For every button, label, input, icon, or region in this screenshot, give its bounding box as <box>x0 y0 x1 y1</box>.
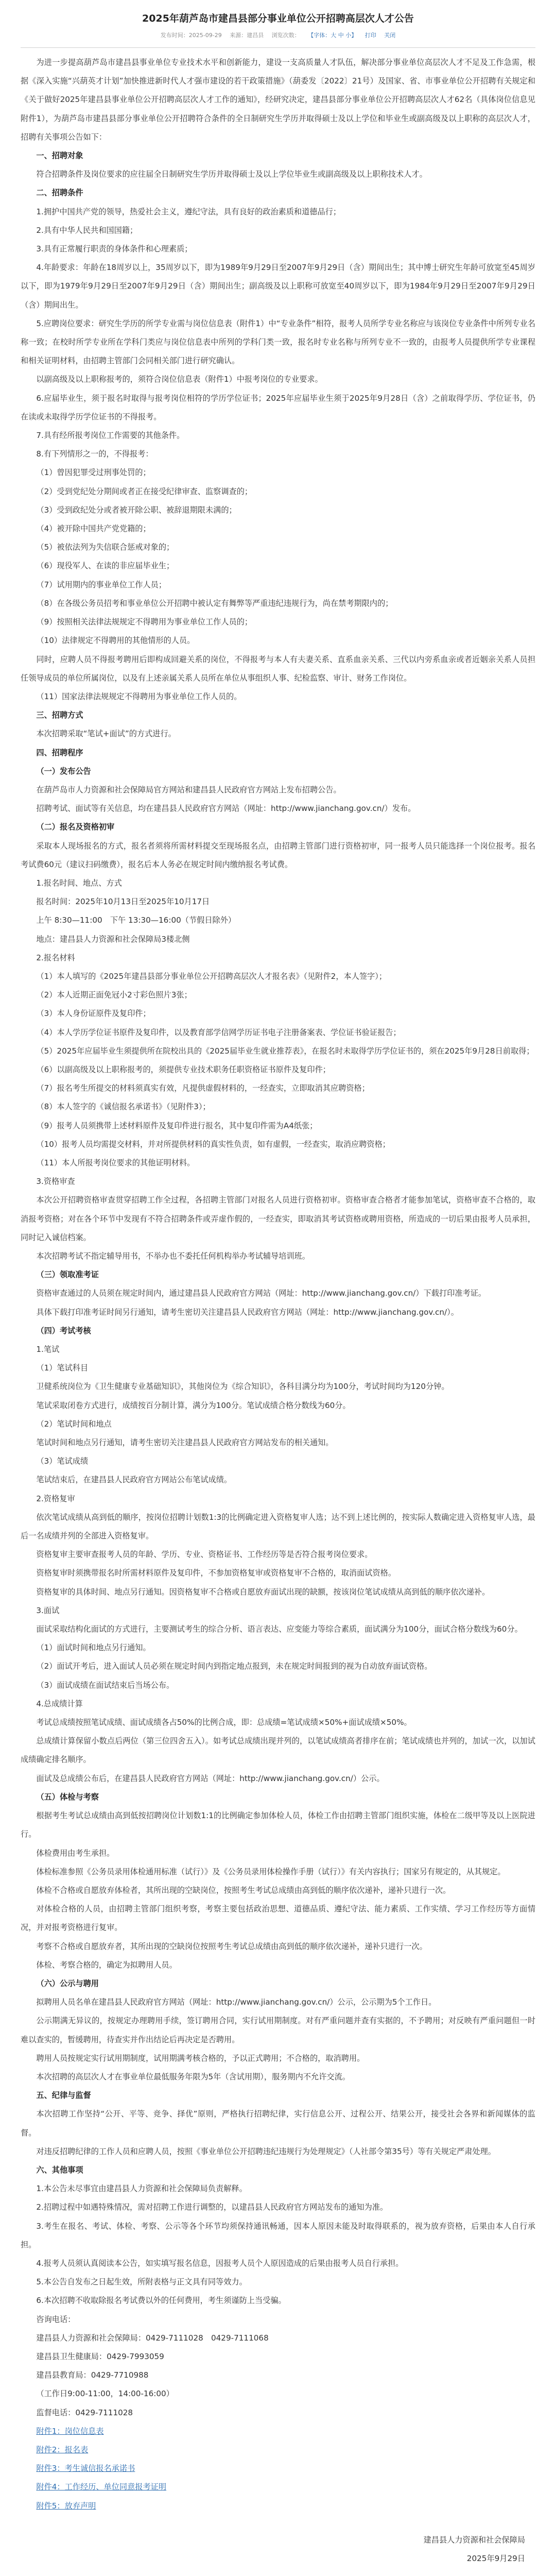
section-heading: 六、其他事项 <box>36 2165 83 2175</box>
paragraph: （7）报名考生所提交的材料须真实有效，凡提供虚假材料的，一经查实，立即取消其应聘资格； <box>36 1083 370 1093</box>
paragraph: 本次公开招聘资格审查贯穿招聘工作全过程，各招聘主管部门对报名人员进行资格初审。资格审查合格者才能参加笔试，资格审查不合格的，取消报考资格；对在各个环节中发现有不符合招聘条件或弄虚作假的，一经查实，即取消其考试资格或聘用资格，所造成的一切后果由报考人员承担，同时记入诚信档案。 <box>21 1195 535 1242</box>
paragraph: （9）报考人员须携带上述材料原件及复印件进行报名，其中复印件需为A4纸张； <box>36 1121 318 1130</box>
source-label: 来源：建昌县 <box>230 32 264 39</box>
paragraph: 3.考生在报名、考试、体检、考察、公示等各个环节均须保持通讯畅通，因本人原因未能及时取得联系的，视为放弃资格，后果由本人自行承担。 <box>21 2221 535 2249</box>
paragraph: 资格复审时须携带报名时所需材料原件及复印件，不参加资格复审或资格复审不合格的，取消面试资格。 <box>36 1568 396 1578</box>
paragraph: （1）本人填写的《2025年建昌县部分事业单位公开招聘高层次人才报名表》（见附件2，本人签字）； <box>36 971 387 981</box>
paragraph: 体检、考察合格的，确定为拟聘用人员。 <box>36 1960 177 1970</box>
attachment-link[interactable]: 附件4：工作经历、单位同意报考证明 <box>36 2482 167 2492</box>
paragraph: 为进一步提高葫芦岛市建昌县事业单位专业技术水平和创新能力，建设一支高质量人才队伍，解决部分事业单位高层次人才不足及工作急需，根据《深入实施“兴葫英才计划”加快推进新时代人才强市建设的若干政策措施》（葫委发〔2022〕21号）及国家、省、市事业单位公开招聘有关规定和《关于做好2025年建昌县事业单位公开招聘高层次人才工作的通知》，经研究决定，建昌县部分事业单位公开招聘高层次人才62名（具体岗位信息见附件1），为葫芦岛市建昌县部分事业单位公开招聘符合条件的全日制研究生学历并取得硕士及以上学位和毕业生或副高级及以上职称的高层次人才，招聘有关事项公告如下： <box>21 58 535 142</box>
paragraph: 6.本次招聘不收取除报名考试费以外的任何费用，考生须谨防上当受骗。 <box>36 2296 286 2306</box>
paragraph: 1.本公告未尽事宜由建昌县人力资源和社会保障局负责解释。 <box>36 2184 247 2194</box>
paragraph: 面试及总成绩公布后，在建昌县人民政府官方网站（网址：http://www.jianchang.gov.cn/）公示。 <box>36 1773 385 1783</box>
section-heading: 五、纪律与监督 <box>36 2091 91 2100</box>
signature-date: 2025年9月29日 <box>466 2553 525 2563</box>
paragraph: 1.笔试 <box>36 1345 60 1354</box>
paragraph: （7）试用期内的事业单位工作人员； <box>36 580 167 589</box>
paragraph: 报名时间：2025年10月13日至2025年10月17日 <box>36 897 210 907</box>
paragraph: 2.招聘过程中如遇特殊情况，需对招聘工作进行调整的，以建昌县人民政府官方网站发布的通知为准。 <box>36 2202 388 2212</box>
paragraph: （3）笔试成绩 <box>36 1456 89 1466</box>
paragraph: （5）2025年应届毕业生须提供所在院校出具的《2025届毕业生就业推荐表》，在报名时未取得学历学位证书的，须在2025年9月28日前取得； <box>36 1046 534 1056</box>
paragraph: （5）被依法列为失信联合惩戒对象的； <box>36 543 175 552</box>
paragraph: 2.资格复审 <box>36 1494 75 1503</box>
paragraph: （9）按照相关法律法规规定不得聘用为事业单位工作人员的； <box>36 617 253 627</box>
section-heading: 一、招聘对象 <box>36 151 83 161</box>
paragraph: 考察不合格或自愿放弃者，其所出现的空缺岗位按照考生考试总成绩由高到低的顺序依次递补，递补只进行一次。 <box>36 1941 427 1951</box>
paragraph: 笔试采取闭卷方式进行，成绩按百分制计算，满分为100分。笔试成绩合格分数线为60分。 <box>36 1400 351 1410</box>
paragraph: 资格审查通过的人员须在规定时间内，通过建昌县人民政府官方网站（网址：http://www.jianchang.gov.cn/）下载打印准考证。 <box>36 1289 486 1298</box>
paragraph: 总成绩计算保留小数点后两位（第三位四舍五入）。如考试总成绩出现并列的，以笔试成绩高者排序在前；笔试成绩也并列的，加试一次，以加试成绩确定排名顺序。 <box>21 1736 535 1765</box>
paragraph: 体检费用由考生承担。 <box>36 1848 115 1858</box>
paragraph: （3）面试成绩在面试结束后当场公布。 <box>36 1680 175 1690</box>
print-button[interactable]: 打印 <box>364 32 376 39</box>
paragraph: 监督电话：0429-7111028 <box>36 2408 133 2417</box>
subsection-heading: （四）考试考核 <box>36 1326 91 1335</box>
paragraph: 本次招聘工作坚持“公开、平等、竞争、择优”原则，严格执行招聘纪律，实行信息公开、过程公开、结果公开，接受社会各界和新闻媒体的监督。 <box>21 2109 535 2138</box>
paragraph: 3.资格审查 <box>36 1177 75 1187</box>
paragraph: （3）受到政纪处分或者被开除公职、被辞退期限未满的； <box>36 505 237 515</box>
paragraph: 建昌县人力资源和社会保障局：0429-7111028 0429-7111068 <box>36 2333 269 2343</box>
paragraph: （6）现役军人、在读的非应届毕业生； <box>36 561 175 571</box>
paragraph: 建昌县卫生健康局：0429-7993059 <box>36 2351 164 2361</box>
paragraph: 3.具有正常履行职责的身体条件和心理素质； <box>36 244 193 254</box>
paragraph: 考试总成绩按照笔试成绩、面试成绩各占50%的比例合成，即：总成绩=笔试成绩×50%+面试成绩×50%。 <box>36 1718 412 1727</box>
paragraph: （8）在各级公务员招考和事业单位公开招聘中被认定有舞弊等严重违纪违规行为，尚在禁考期限内的； <box>36 598 393 608</box>
paragraph: 对体检合格的人员，由招聘主管部门组织考察，考察主要包括政治思想、道德品质、遵纪守法、能力素质、工作实绩、学习工作经历等方面情况，并对报考资格进行复审。 <box>21 1904 535 1933</box>
paragraph: （2）本人近期正面免冠小2寸彩色照片3张； <box>36 990 192 1000</box>
paragraph: 笔试结束后，在建昌县人民政府官方网站公布笔试成绩。 <box>36 1475 232 1485</box>
subsection-heading: （三）领取准考证 <box>36 1270 99 1280</box>
paragraph: （10）法律规定不得聘用的其他情形的人员。 <box>36 636 195 646</box>
paragraph: 4.报考人员须认真阅读本公告，如实填写报名信息，因报考人员个人原因造成的后果由报考人员自行承担。 <box>36 2258 404 2268</box>
paragraph: 4.总成绩计算 <box>36 1699 83 1708</box>
article-title: 2025年葫芦岛市建昌县部分事业单位公开招聘高层次人才公告 <box>142 13 414 24</box>
paragraph: 5.应聘岗位要求：研究生学历的所学专业需与岗位信息表（附件1）中“专业条件”相符，报考人员所学专业名称应与该岗位专业条件中所列专业名称一致；在校时所学专业所在学科门类应与岗位信息表中所列的学科门类一致，报名时专业名称与所列专业不一致的，由报考人员提供所学专业课程和相关证明材料，由招聘主管部门会同相关部门进行研究确认。 <box>21 318 535 366</box>
paragraph: （10）报考人员均需提交材料，并对所提供材料的真实性负责，如有虚假，一经查实，取消应聘资格； <box>36 1139 390 1149</box>
attachment-link[interactable]: 附件5：放弃声明 <box>36 2501 96 2511</box>
subsection-heading: （二）报名及资格初审 <box>36 822 115 832</box>
font-size-control[interactable]: 【字体：大 中 小】 <box>308 32 357 39</box>
paragraph: 根据考生考试总成绩由高到低按招聘岗位计划数1:1的比例确定参加体检人员，体检工作由招聘主管部门组织实施，体检在二级甲等及以上医院进行。 <box>21 1811 535 1839</box>
paragraph: 公示期满无异议的，按规定办理聘用手续，签订聘用合同，实行试用期制度。对有严重问题并查有实据的，不予聘用；对反映有严重问题但一时难以查实的，暂缓聘用，待查实并作出结论后再决定是否聘用。 <box>21 2016 535 2044</box>
paragraph: 对违反招聘纪律的工作人员和应聘人员，按照《事业单位公开招聘违纪违规行为处理规定》（人社部令第35号）等有关规定严肃处理。 <box>36 2146 496 2156</box>
paragraph: （4）本人学历学位证书原件及复印件，以及教育部学信网学历证书电子注册备案表、学位证书验证报告； <box>36 1027 401 1037</box>
paragraph: （1）笔试科目 <box>36 1363 89 1373</box>
article-header <box>0 0 556 40</box>
paragraph: 在葫芦岛市人力资源和社会保障局官方网站和建昌县人民政府官方网站上发布招聘公告。 <box>36 785 341 794</box>
paragraph: （工作日9:00-11:00，14:00-16:00） <box>36 2389 174 2399</box>
paragraph: 7.具有经所报考岗位工作需要的其他条件。 <box>36 431 185 440</box>
paragraph: （6）以副高级及以上职称报考的，须提供专业技术职务任职资格证书原件及复印件； <box>36 1064 331 1074</box>
attachment-link[interactable]: 附件3：考生诚信报名承诺书 <box>36 2464 135 2473</box>
subsection-heading: （一）发布公告 <box>36 766 91 776</box>
publish-date: 发布时间：2025-09-29 <box>160 32 222 39</box>
paragraph: 本次招聘的高层次人才在事业单位最低服务年限为5年（含试用期），服务期内不允许交流。 <box>36 2072 350 2081</box>
attachment-link[interactable]: 附件2：报名表 <box>36 2445 89 2454</box>
subsection-heading: （五）体检与考察 <box>36 1792 99 1802</box>
paragraph: 3.面试 <box>36 1605 60 1615</box>
paragraph: 本次招聘采取“笔试+面试”的方式进行。 <box>36 729 176 739</box>
paragraph: 体检标准参照《公务员录用体检通用标准（试行）》及《公务员录用体检操作手册（试行）》有关内容执行；国家另有规定的，从其规定。 <box>36 1867 506 1876</box>
paragraph: 拟聘用人员名单在建昌县人民政府官方网站（网址：http://www.jianchang.gov.cn/）公示，公示期为5个工作日。 <box>36 1997 437 2007</box>
paragraph: （3）本人身份证原件及复印件； <box>36 1009 151 1019</box>
paragraph: 聘用人员按规定实行试用期制度，试用期满考核合格的，予以正式聘用；不合格的，取消聘用。 <box>36 2053 365 2063</box>
paragraph: 8.有下列情形之一的，不得报考： <box>36 449 153 459</box>
paragraph: 招聘考试、面试等有关信息，均在建昌县人民政府官方网站（网址：http://www.jianchang.gov.cn/）发布。 <box>36 804 416 814</box>
views-label: 浏览次数： <box>271 32 300 39</box>
paragraph: 1.报名时间、地点、方式 <box>36 878 122 888</box>
paragraph: 咨询电话： <box>36 2314 76 2324</box>
article-body <box>0 48 556 2515</box>
paragraph: （2）受到党纪处分期间或者正在接受纪律审查、监察调查的； <box>36 486 253 496</box>
paragraph: （1）曾因犯罪受过刑事处罚的； <box>36 468 151 478</box>
paragraph: 依次笔试成绩从高到低的顺序，按岗位招聘计划数1:3的比例确定进入资格复审人选；达不到上述比例的，按实际人数确定进入资格复审人选，最后一名成绩并列的全部进入资格复审。 <box>21 1512 535 1541</box>
article-meta <box>21 31 535 40</box>
paragraph: 1.拥护中国共产党的领导，热爱社会主义，遵纪守法，具有良好的政治素质和道德品行； <box>36 207 341 216</box>
paragraph: 卫健系统岗位为《卫生健康专业基础知识》，其他岗位为《综合知识》，各科目满分均为100分，考试时间均为120分钟。 <box>36 1382 449 1392</box>
paragraph: 上午 8:30—11:00 下午 13:30—16:00（节假日除外） <box>36 916 236 925</box>
paragraph: 地点：建昌县人力资源和社会保障局3楼北侧 <box>36 934 190 944</box>
paragraph: 2.报名材料 <box>36 953 75 962</box>
section-heading: 三、招聘方式 <box>36 710 83 720</box>
paragraph: 2.具有中华人民共和国国籍； <box>36 225 138 235</box>
paragraph: 资格复审主要审查报考人员的年龄、学历、专业、资格证书、工作经历等是否符合报考岗位要求。 <box>36 1550 373 1560</box>
paragraph: 以副高级及以上职称报考的，须符合岗位信息表（附件1）中报考岗位的专业要求。 <box>36 375 323 384</box>
paragraph: 采取本人现场报名的方式，报名者须将所需材料提交至现场报名点，由招聘主管部门进行资格初审，同一报考人员只能选择一个岗位报考。报名考试费60元（建议扫码缴费），报名后本人务必在规定时间内缴纳报名考试费。 <box>21 841 535 869</box>
paragraph: （8）本人签字的《诚信报名承诺书》（见附件3）； <box>36 1102 211 1112</box>
paragraph: 5.本公告自发布之日起生效，所附表格与正文具有同等效力。 <box>36 2277 247 2287</box>
paragraph: （2）面试开考后，进入面试人员必须在规定时间内到指定地点报到，未在规定时间报到的视为自动放弃面试资格。 <box>36 1662 432 1671</box>
close-button[interactable]: 关闭 <box>384 32 396 39</box>
paragraph: 本次招聘考试不指定辅导用书，不举办也不委托任何机构举办考试辅导培训班。 <box>36 1251 310 1261</box>
paragraph: 面试采取结构化面试的方式进行，主要测试考生的综合分析、语言表达、应变能力等综合素质，面试满分为100分，面试合格分数线为60分。 <box>36 1624 523 1634</box>
paragraph: 笔试时间和地点另行通知，请考生密切关注建昌县人民政府官方网站发布的相关通知。 <box>36 1438 334 1448</box>
subsection-heading: （六）公示与聘用 <box>36 1978 99 1988</box>
paragraph: 4.年龄要求：年龄在18周岁以上，35周岁以下，即为1989年9月29日至2007年9月29日（含）期间出生；其中博士研究生年龄可放宽至45周岁以下，即为1979年9月29日至2007年9月29日（含）期间出生；副高级及以上职称可放宽至40周岁以下，即为1984年9月29日至2007年9月29日（含）期间出生。 <box>21 263 535 310</box>
signature-block <box>0 2515 556 2568</box>
section-heading: 四、招聘程序 <box>36 748 83 757</box>
section-heading: 二、招聘条件 <box>36 188 83 198</box>
paragraph: 具体下载打印准考证时间另行通知，请考生密切关注建昌县人民政府官方网站（网址：http://www.jianchang.gov.cn/）。 <box>36 1307 459 1317</box>
paragraph: （2）笔试时间和地点 <box>36 1419 112 1429</box>
paragraph: 符合招聘条件及岗位要求的应往届全日制研究生学历并取得硕士及以上学位毕业生或副高级及以上职称技术人才。 <box>36 170 427 179</box>
paragraph: 建昌县教育局：0429-7710988 <box>36 2370 149 2380</box>
paragraph: （1）面试时间和地点另行通知。 <box>36 1643 151 1653</box>
attachment-link[interactable]: 附件1：岗位信息表 <box>36 2426 104 2436</box>
signature-org: 建昌县人力资源和社会保障局 <box>423 2535 525 2545</box>
paragraph: 同时，应聘人员不得报考聘用后即构成回避关系的岗位，不得报考与本人有夫妻关系、直系血亲关系、三代以内旁系血亲或者近姻亲关系人员担任领导成员的单位所属岗位，以及有上述亲属关系人员所在单位从事组织人事、纪检监察、审计、财务工作岗位。 <box>21 654 535 683</box>
paragraph: 6.应届毕业生，须于报名时取得与报考岗位相符的学历学位证书；2025年应届毕业生须于2025年9月28日（含）之前取得学历、学位证书，仍在读或未取得学历学位证书的不得报考。 <box>21 393 535 421</box>
paragraph: （11）国家法律法规规定不得聘用为事业单位工作人员的。 <box>36 691 242 701</box>
paragraph: （4）被开除中国共产党党籍的； <box>36 524 151 534</box>
paragraph: 资格复审的具体时间、地点另行通知。因资格复审不合格或自愿放弃面试出现的缺额，按该岗位笔试成绩从高到低的顺序依次递补。 <box>36 1587 490 1597</box>
paragraph: （11）本人所报考岗位要求的其他证明材料。 <box>36 1158 195 1167</box>
paragraph: 体检不合格或自愿放弃体检者，其所出现的空缺岗位，按照考生考试总成绩由高到低的顺序依次递补，递补只进行一次。 <box>36 1885 451 1895</box>
